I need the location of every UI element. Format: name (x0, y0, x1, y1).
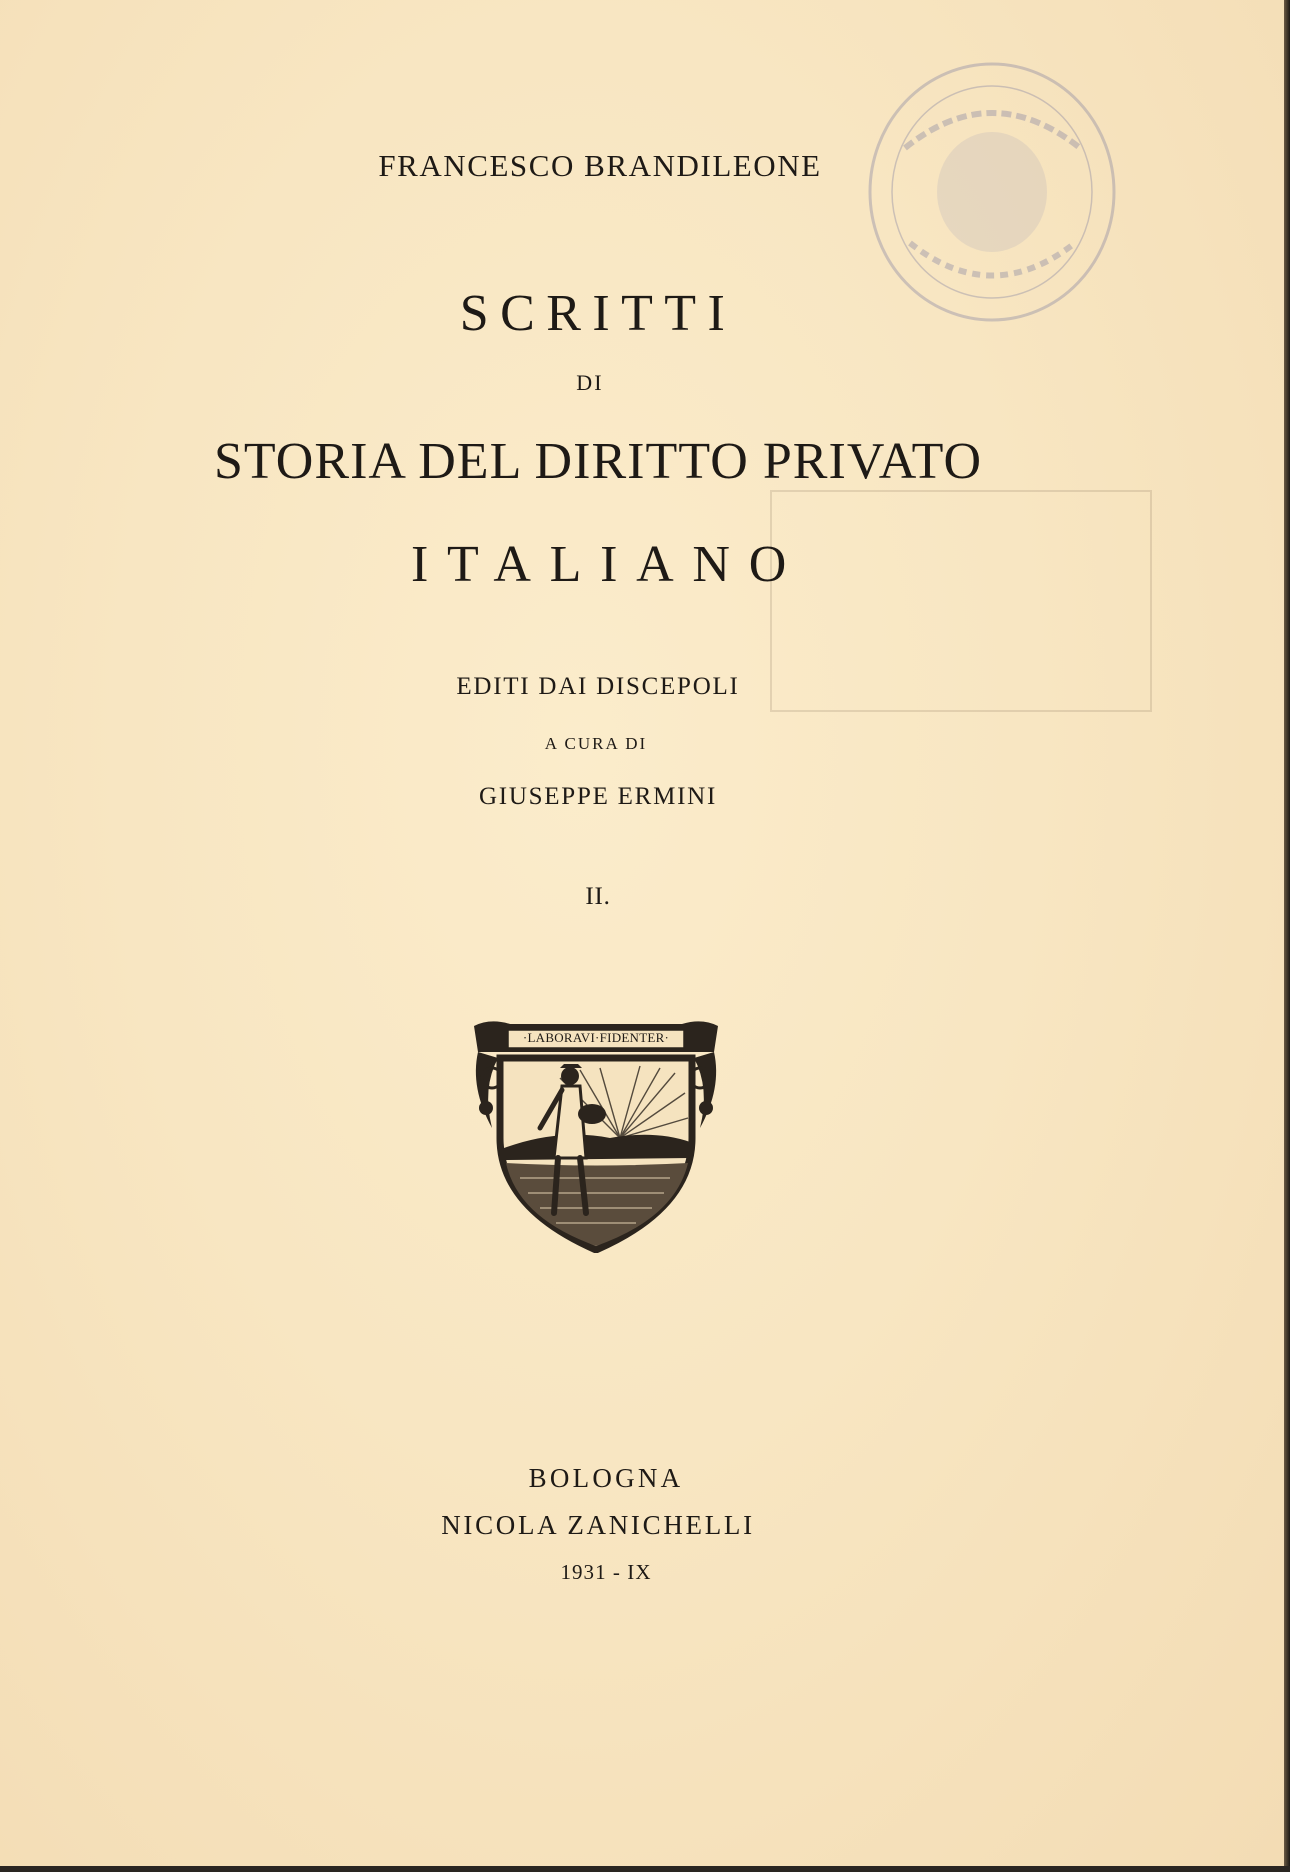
page-bottom-edge (0, 1866, 1290, 1872)
title-line-storia: STORIA DEL DIRITTO PRIVATO (213, 433, 983, 490)
author-name: FRANCESCO BRANDILEONE (378, 148, 822, 183)
publisher-city: BOLOGNA (528, 1463, 684, 1493)
emblem-motto: ·LABORAVI·FIDENTER· (522, 1030, 670, 1045)
publication-year: 1931 - IX (560, 1560, 652, 1584)
title-line-di: DI (576, 370, 604, 395)
edited-by-line: EDITI DAI DISCEPOLI (456, 673, 740, 700)
editor-name: GIUSEPPE ERMINI (478, 783, 718, 810)
title-line-scritti: SCRITTI (459, 285, 737, 342)
volume-number: II. (585, 883, 611, 910)
page-edge (1284, 0, 1290, 1872)
sower-shield-emblem-icon (470, 1018, 722, 1253)
a-cura-di-line: A CURA DI (544, 734, 648, 753)
title-line-italiano: ITALIANO (411, 536, 805, 593)
publisher-name: NICOLA ZANICHELLI (441, 1510, 755, 1540)
